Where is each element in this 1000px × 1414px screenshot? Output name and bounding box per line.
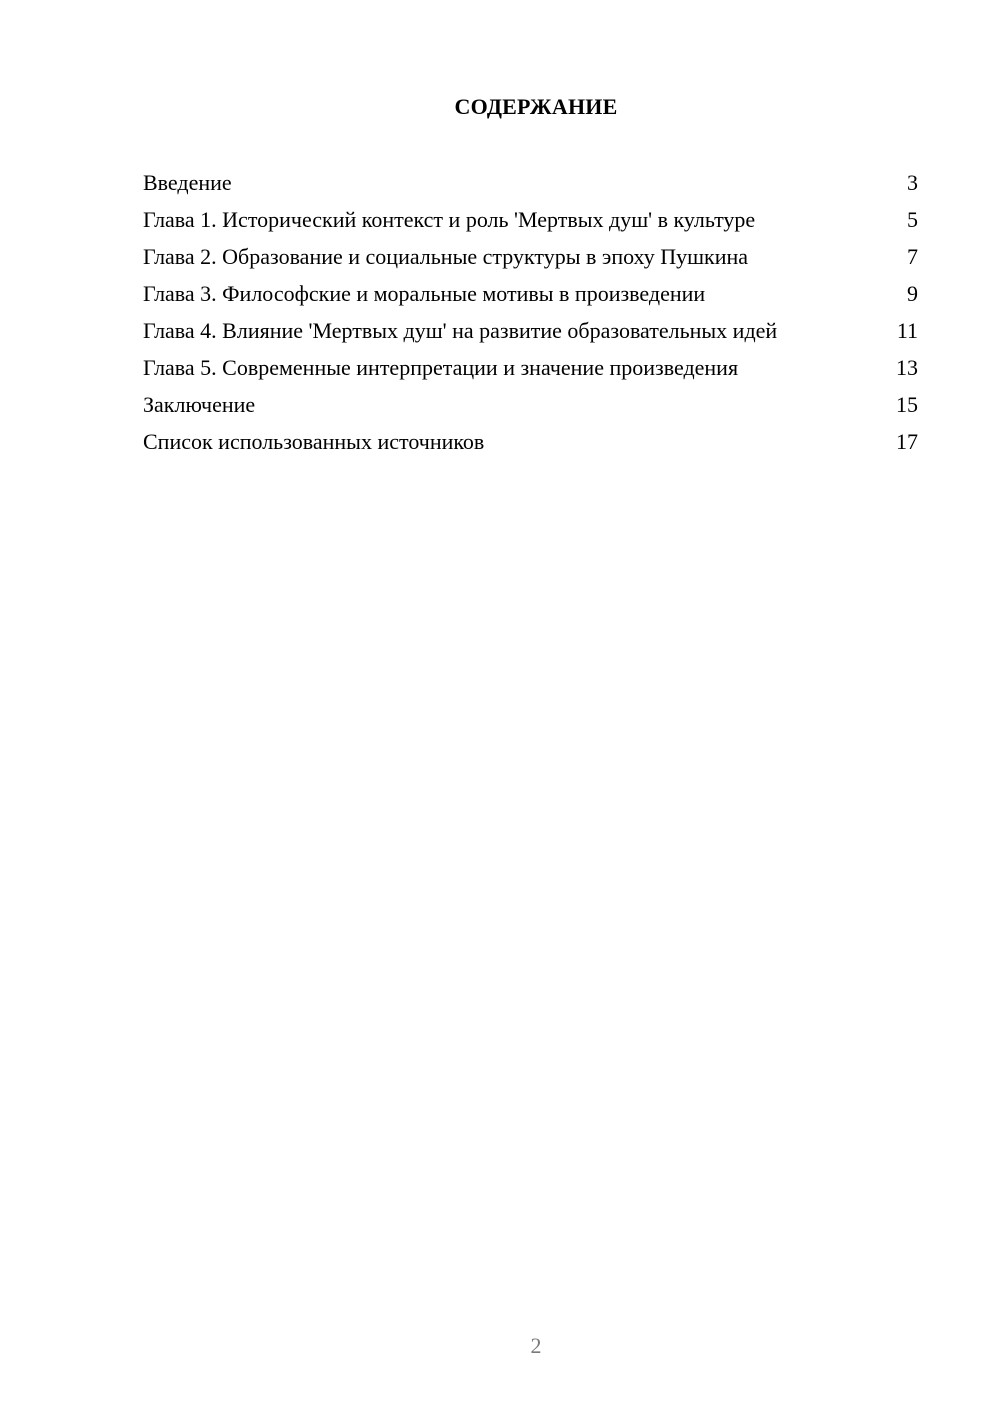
toc-entry-label: Глава 3. Философские и моральные мотивы в произведении xyxy=(143,281,706,306)
toc-entry-chapter-4[interactable] xyxy=(143,318,918,344)
toc-entry-label: Глава 2. Образование и социальные структуры в эпоху Пушкина xyxy=(143,244,749,269)
toc-entry-page-number: 11 xyxy=(896,318,918,343)
toc-entry-page-number: 3 xyxy=(907,170,918,195)
toc-entry-page-number: 17 xyxy=(896,429,918,454)
toc-entry-chapter-3[interactable] xyxy=(143,281,918,307)
table-of-contents xyxy=(143,170,918,466)
toc-entry-label: Введение xyxy=(143,170,232,195)
toc-entry-conclusion[interactable] xyxy=(143,392,918,418)
toc-entry-chapter-2[interactable] xyxy=(143,244,918,270)
toc-entry-chapter-1[interactable] xyxy=(143,207,918,233)
toc-entry-label: Глава 1. Исторический контекст и роль 'Мертвых душ' в культуре xyxy=(143,207,756,232)
page-number: 2 xyxy=(530,1333,542,1358)
toc-entry-page-number: 15 xyxy=(896,392,918,417)
toc-entry-references[interactable] xyxy=(143,429,918,455)
toc-entry-label: Список использованных источников xyxy=(143,429,485,454)
toc-entry-label: Глава 4. Влияние 'Мертвых душ' на развитие образовательных идей xyxy=(143,318,778,343)
toc-entry-page-number: 5 xyxy=(907,207,918,232)
toc-entry-page-number: 13 xyxy=(896,355,918,380)
toc-entry-page-number: 9 xyxy=(907,281,918,306)
toc-entry-label: Глава 5. Современные интерпретации и значение произведения xyxy=(143,355,739,380)
toc-entry-introduction[interactable] xyxy=(143,170,918,196)
toc-entry-page-number: 7 xyxy=(907,244,918,269)
toc-entry-chapter-5[interactable] xyxy=(143,355,918,381)
toc-entry-label: Заключение xyxy=(143,392,256,417)
page-title: СОДЕРЖАНИЕ xyxy=(454,94,618,119)
